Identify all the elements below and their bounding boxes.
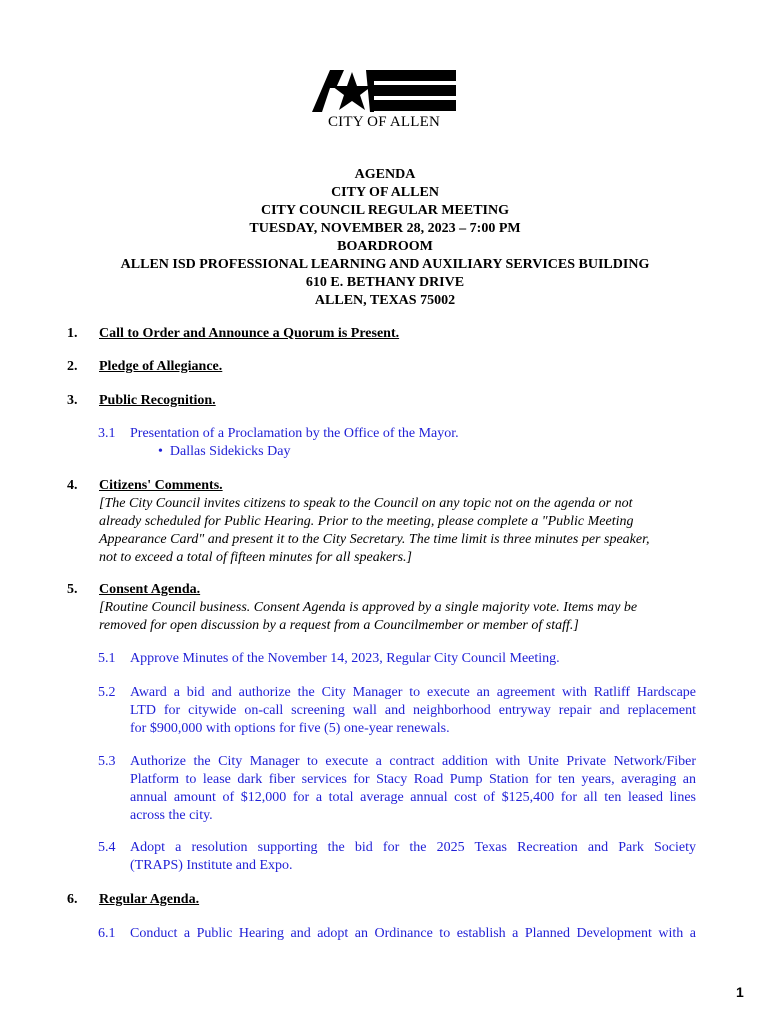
bullet-item[interactable]	[158, 443, 290, 461]
sub-item-line[interactable]: Approve Minutes of the November 14, 2023, Regular City Council Meeting.	[130, 651, 560, 666]
item-title: Citizens' Comments.	[99, 478, 223, 493]
bullet-text[interactable]: Dallas Sidekicks Day	[169, 444, 291, 459]
sub-item-link[interactable]	[130, 839, 696, 875]
note-line: [The City Council invites citizens to speak to the Council on any topic not on the agenda or not	[99, 496, 633, 511]
sub-item-line[interactable]: Award a bid and authorize the City Manager to execute an agreement with Ratliff Hardscape	[130, 685, 696, 700]
sub-item-link[interactable]: Presentation of a Proclamation by the Office of the Mayor.	[130, 426, 459, 441]
item-number: 5.	[67, 582, 78, 597]
item-title: Public Recognition.	[99, 393, 216, 408]
sub-item-line[interactable]: across the city.	[130, 808, 213, 823]
header-line: ALLEN ISD PROFESSIONAL LEARNING AND AUXILIARY SERVICES BUILDING	[120, 257, 650, 272]
header-line: CITY COUNCIL REGULAR MEETING	[260, 203, 509, 218]
sub-item-link[interactable]	[130, 925, 696, 943]
item-title: Call to Order and Announce a Quorum is Present.	[99, 326, 400, 341]
agenda-header	[0, 166, 770, 310]
header-line: BOARDROOM	[337, 239, 433, 254]
item-title: Pledge of Allegiance.	[99, 359, 223, 374]
item-number: 3.	[67, 393, 78, 408]
header-line: ALLEN, TEXAS 75002	[314, 293, 456, 308]
sub-item-line[interactable]: Authorize the City Manager to execute a contract addition with Unite Private Network/Fiber	[130, 754, 696, 769]
sub-item-line[interactable]: Conduct a Public Hearing and adopt an Ordinance to establish a Planned Development with a	[130, 926, 696, 941]
sub-item-link[interactable]	[130, 753, 696, 825]
sub-item-line[interactable]: LTD for citywide on-call screening wall and neighborhood entryway repair and replacement	[130, 703, 696, 718]
header-line: 610 E. BETHANY DRIVE	[305, 275, 465, 290]
sub-item-link[interactable]	[130, 684, 696, 738]
item-number: 2.	[67, 359, 78, 374]
sub-item-number: 5.3	[98, 754, 116, 769]
city-of-allen-logo	[308, 68, 460, 134]
sub-item-number: 5.1	[98, 651, 116, 666]
sub-item-line[interactable]: for $900,000 with options for five (5) one-year renewals.	[130, 721, 450, 736]
bullet-icon: •	[158, 444, 170, 459]
header-line: TUESDAY, NOVEMBER 28, 2023 – 7:00 PM	[249, 221, 521, 236]
sub-item-line[interactable]: Platform to lease dark fiber services for Stacy Road Pump Station for ten years, averaging an	[130, 772, 696, 787]
header-line: CITY OF ALLEN	[331, 185, 439, 200]
star-a-emblem-icon	[308, 68, 460, 114]
sub-item-line[interactable]: (TRAPS) Institute and Expo.	[130, 858, 293, 873]
note-line: already scheduled for Public Hearing. Prior to the meeting, please complete a "Public Meeting	[99, 514, 634, 529]
item-number: 1.	[67, 326, 78, 341]
logo-wordmark: CITY OF ALLEN	[327, 114, 441, 130]
item-note	[99, 599, 699, 635]
item-title: Consent Agenda.	[99, 582, 201, 597]
note-line: removed for open discussion by a request from a Councilmember or member of staff.]	[99, 618, 579, 633]
note-line: [Routine Council business. Consent Agenda is approved by a single majority vote. Items may be	[99, 600, 638, 615]
sub-item-number: 3.1	[98, 426, 116, 441]
note-line: not to exceed a total of fifteen minutes for all speakers.]	[99, 550, 412, 565]
header-line: AGENDA	[354, 167, 416, 182]
item-title: Regular Agenda.	[99, 892, 200, 907]
note-line: Appearance Card" and present it to the City Secretary. The time limit is three minutes per speaker,	[99, 532, 650, 547]
item-note	[99, 495, 699, 567]
sub-item-link[interactable]	[130, 650, 696, 668]
sub-item-number: 6.1	[98, 926, 116, 941]
sub-item-line[interactable]: annual amount of $12,000 for a total average annual cost of $125,400 for all ten leased lines	[130, 790, 696, 805]
sub-item-number: 5.4	[98, 840, 116, 855]
page-number: 1	[736, 984, 744, 1000]
item-number: 4.	[67, 478, 78, 493]
item-number: 6.	[67, 892, 78, 907]
sub-item-line[interactable]: Adopt a resolution supporting the bid for the 2025 Texas Recreation and Park Society	[130, 840, 696, 855]
sub-item-number: 5.2	[98, 685, 116, 700]
